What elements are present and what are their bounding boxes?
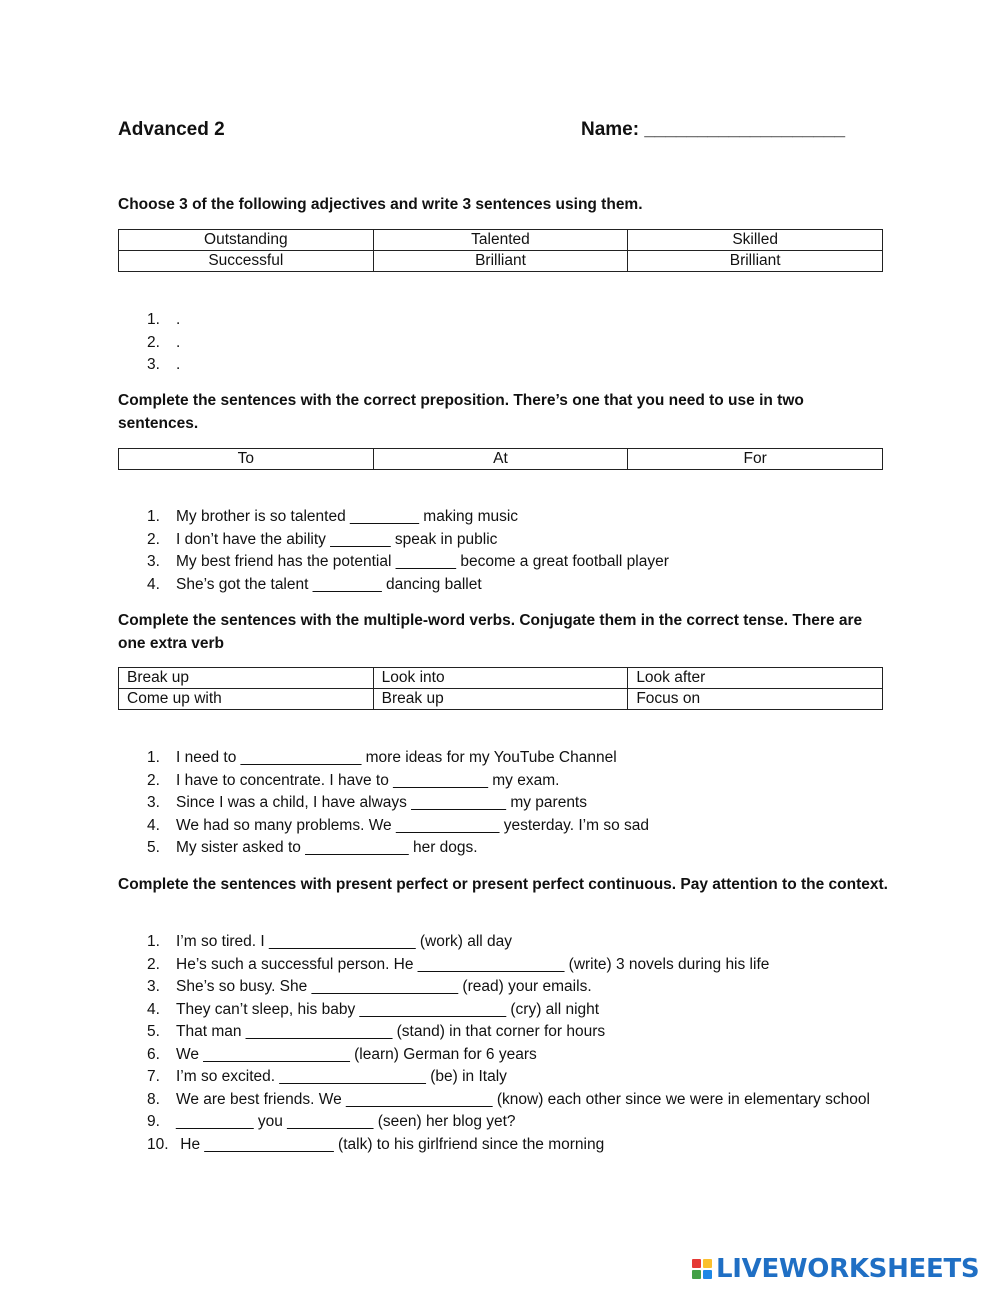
list-item[interactable] [147,815,649,838]
table-row [119,668,883,689]
logo-square [703,1259,712,1268]
item-text: . [176,356,181,373]
list-item[interactable] [147,309,180,332]
section4-instruction: Complete the sentences with present perfect or present perfect continuous. Pay attention to the context. [118,876,888,893]
table-cell: Focus on [628,689,883,710]
item-number: 3. [147,978,160,995]
item-number: 1. [147,311,160,328]
item-number: 8. [147,1090,160,1108]
adjectives-table [118,229,883,272]
item-number: 10. [147,1135,169,1153]
item-number: 2. [147,333,160,351]
item-number: 1. [147,508,160,525]
item-text: My sister asked to ____________ her dogs. [176,839,478,856]
list-item[interactable] [147,506,669,529]
item-text: . [176,311,181,328]
table-row [119,689,883,710]
item-text: Since I was a child, I have always ___________ my parents [176,794,587,811]
table-cell: At [373,449,628,470]
list-item[interactable] [147,954,870,977]
section1-instruction: Choose 3 of the following adjectives and write 3 sentences using them. [118,196,643,213]
item-number: 1. [147,749,160,766]
item-text: We are best friends. We _________________ (know) each other since we were in elementary school [176,1090,870,1108]
verbs-table [118,667,883,710]
item-text: She’s got the talent ________ dancing ballet [176,575,482,593]
item-text: _________ you __________ (seen) her blog yet? [176,1113,516,1130]
table-cell: Brilliant [628,251,883,272]
item-number: 2. [147,530,160,548]
item-text: I’m so tired. I _________________ (work) all day [176,933,513,950]
item-number: 5. [147,1023,160,1040]
item-number: 9. [147,1113,160,1130]
worksheet-title: Advanced 2 [118,119,225,140]
table-cell: Talented [373,230,628,251]
liveworksheets-logo[interactable] [692,1253,979,1285]
item-number: 7. [147,1068,160,1085]
list-item[interactable] [147,1111,870,1134]
item-text: I need to ______________ more ideas for my YouTube Channel [176,749,617,766]
list-item[interactable] [147,529,669,552]
item-text: I have to concentrate. I have to ___________ my exam. [176,771,560,789]
table-cell: To [119,449,374,470]
item-text: We had so many problems. We ____________ yesterday. I’m so sad [176,816,650,834]
section3-sentence-list [147,747,649,860]
logo-mark-icon [692,1259,712,1279]
table-cell: Break up [119,668,374,689]
table-cell: Successful [119,251,374,272]
item-number: 4. [147,575,160,593]
item-text: . [176,333,181,351]
item-number: 2. [147,955,160,973]
list-item[interactable] [147,792,649,815]
prepositions-table [118,448,883,470]
table-cell: For [628,449,883,470]
item-number: 6. [147,1045,160,1063]
logo-square [692,1259,701,1268]
list-item[interactable] [147,1066,870,1089]
list-item[interactable] [147,1021,870,1044]
logo-text: LIVEWORKSHEETS [716,1254,980,1284]
item-number: 2. [147,771,160,789]
list-item[interactable] [147,1134,870,1157]
item-number: 4. [147,1000,160,1018]
table-cell: Skilled [628,230,883,251]
item-text: My brother is so talented ________ making music [176,508,519,525]
table-row [119,230,883,251]
item-text: My best friend has the potential _______ become a great football player [176,553,669,570]
section2-instruction: Complete the sentences with the correct preposition. There’s one that you need to use in two sentences. [118,392,804,432]
item-number: 3. [147,794,160,811]
table-row [119,449,883,470]
table-cell: Outstanding [119,230,374,251]
list-item[interactable] [147,354,180,377]
section3-instruction: Complete the sentences with the multiple-word verbs. Conjugate them in the correct tense. There are one extra verb [118,612,863,652]
list-item[interactable] [147,551,669,574]
section1-answer-list [147,309,180,377]
table-cell: Look after [628,668,883,689]
name-field-label: Name: ___________________ [581,119,846,140]
list-item[interactable] [147,770,649,793]
table-cell: Brilliant [373,251,628,272]
item-text: They can’t sleep, his baby _________________ (cry) all night [176,1000,600,1018]
table-cell: Come up with [119,689,374,710]
item-number: 3. [147,356,160,373]
item-number: 4. [147,816,160,834]
list-item[interactable] [147,747,649,770]
section4-sentence-list [147,931,870,1156]
item-number: 3. [147,553,160,570]
list-item[interactable] [147,332,180,355]
item-number: 5. [147,839,160,856]
item-text: He’s such a successful person. He _________________ (write) 3 novels during his life [176,955,770,973]
list-item[interactable] [147,574,669,597]
section2-sentence-list [147,506,669,596]
list-item[interactable] [147,837,649,860]
logo-square [692,1270,701,1279]
item-text: She’s so busy. She _________________ (read) your emails. [176,978,592,995]
list-item[interactable] [147,931,870,954]
list-item[interactable] [147,999,870,1022]
list-item[interactable] [147,1044,870,1067]
item-number: 1. [147,933,160,950]
item-text: I’m so excited. _________________ (be) in Italy [176,1068,507,1085]
table-cell: Break up [373,689,628,710]
list-item[interactable] [147,1089,870,1112]
list-item[interactable] [147,976,870,999]
item-text: That man _________________ (stand) in that corner for hours [176,1023,606,1040]
table-cell: Look into [373,668,628,689]
item-text: We _________________ (learn) German for 6 years [176,1045,537,1063]
item-text: I don’t have the ability _______ speak in public [176,530,498,548]
item-text: He _______________ (talk) to his girlfriend since the morning [176,1135,605,1153]
table-row [119,251,883,272]
logo-square [703,1270,712,1279]
